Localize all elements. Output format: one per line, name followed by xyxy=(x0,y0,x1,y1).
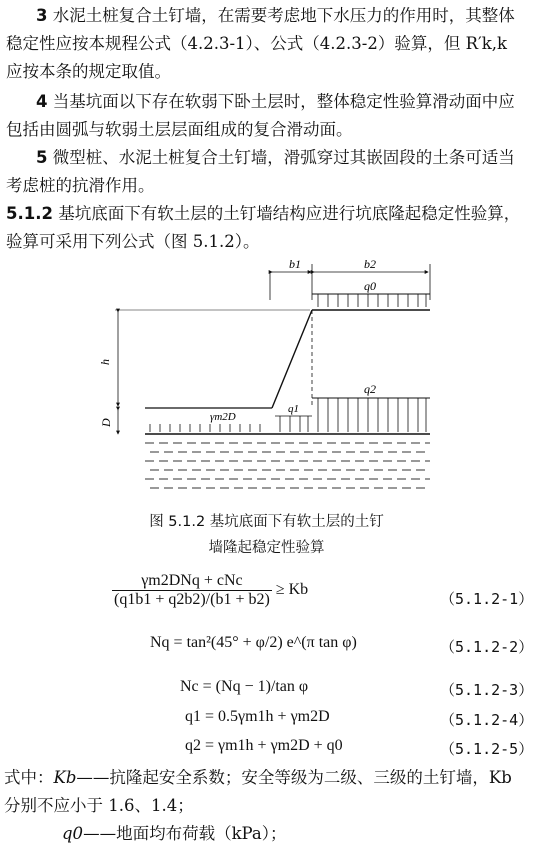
where-q0-text: ——地面均布荷载（kPa）； xyxy=(83,824,287,843)
equation-2-number: （5.1.2-2） xyxy=(440,638,533,656)
equation-3: Nc = (Nq − 1)/tan φ xyxy=(180,678,309,695)
label-gamma-D: γm2D xyxy=(210,411,236,423)
paragraph-4 xyxy=(6,88,527,144)
item-number: 5 xyxy=(36,148,48,167)
figure-caption-line2: 墙隆起稳定性验算 xyxy=(208,540,325,556)
paragraph-text: 当基坑面以下存在软弱下卧土层时，整体稳定性验算滑动面中应包括由圆弧与软弱土层层面组成的复合滑动面。 xyxy=(6,92,515,139)
label-b2: b2 xyxy=(364,257,376,271)
label-q0: q0 xyxy=(364,279,376,293)
equation-1-number: （5.1.2-1） xyxy=(440,590,533,608)
where-kb-text: ——抗隆起安全系数；安全等级为二级、三级的土钉墙，Kb分别不应小于 1.6、1.4； xyxy=(4,768,512,815)
label-b1: b1 xyxy=(289,257,301,271)
equation-4-number: （5.1.2-4） xyxy=(440,711,533,729)
item-number: 4 xyxy=(36,92,48,111)
equation-1 xyxy=(112,572,308,609)
paragraph-3 xyxy=(6,2,527,86)
label-q1: q1 xyxy=(288,403,299,415)
equation-1-denominator: (q1b1 + q2b2)/(b1 + b2) xyxy=(114,591,270,608)
where-q0 xyxy=(62,820,527,848)
where-kb xyxy=(4,764,527,820)
section-number: 5.1.2 xyxy=(6,204,53,223)
equation-1-rhs: ≥ Kb xyxy=(275,581,309,599)
paragraph-5 xyxy=(6,144,527,200)
figure-5-1-2 xyxy=(0,255,533,500)
equation-3-number: （5.1.2-3） xyxy=(440,681,533,699)
paragraph-text: 微型桩、水泥土桩复合土钉墙，滑弧穿过其嵌固段的土条可适当考虑桩的抗滑作用。 xyxy=(6,148,515,195)
figure-caption-line1: 图 5.1.2 基坑底面下有软土层的土钉 xyxy=(149,514,384,530)
equation-5: q2 = γm1h + γm2D + q0 xyxy=(185,737,343,754)
equation-1-fraction xyxy=(112,572,272,609)
where-lead: 式中： xyxy=(4,768,54,787)
label-h: h xyxy=(98,359,112,365)
where-kb-symbol: Kb xyxy=(53,768,77,787)
equation-5-number: （5.1.2-5） xyxy=(440,740,533,758)
equation-1-numerator: γm2DNq + cNc xyxy=(112,572,272,591)
section-text: 基坑底面下有软土层的土钉墙结构应进行坑底隆起稳定性验算，验算可采用下列公式（图 5.1.2）。 xyxy=(6,204,521,251)
item-number: 3 xyxy=(36,6,48,25)
equation-4: q1 = 0.5γm1h + γm2D xyxy=(185,708,330,725)
section-5-1-2 xyxy=(6,200,527,256)
paragraph-text: 水泥土桩复合土钉墙，在需要考虑地下水压力的作用时，其整体稳定性应按本规程公式（4.2.3-1）、公式（4.2.3-2）验算，但 R′k,k 应按本条的规定取值。 xyxy=(6,6,515,81)
label-q2: q2 xyxy=(364,382,376,396)
where-q0-symbol: q0 xyxy=(62,824,84,843)
label-D: D xyxy=(99,418,113,427)
equation-2: Nq = tan²(45° + φ/2) e^(π tan φ) xyxy=(150,634,357,651)
